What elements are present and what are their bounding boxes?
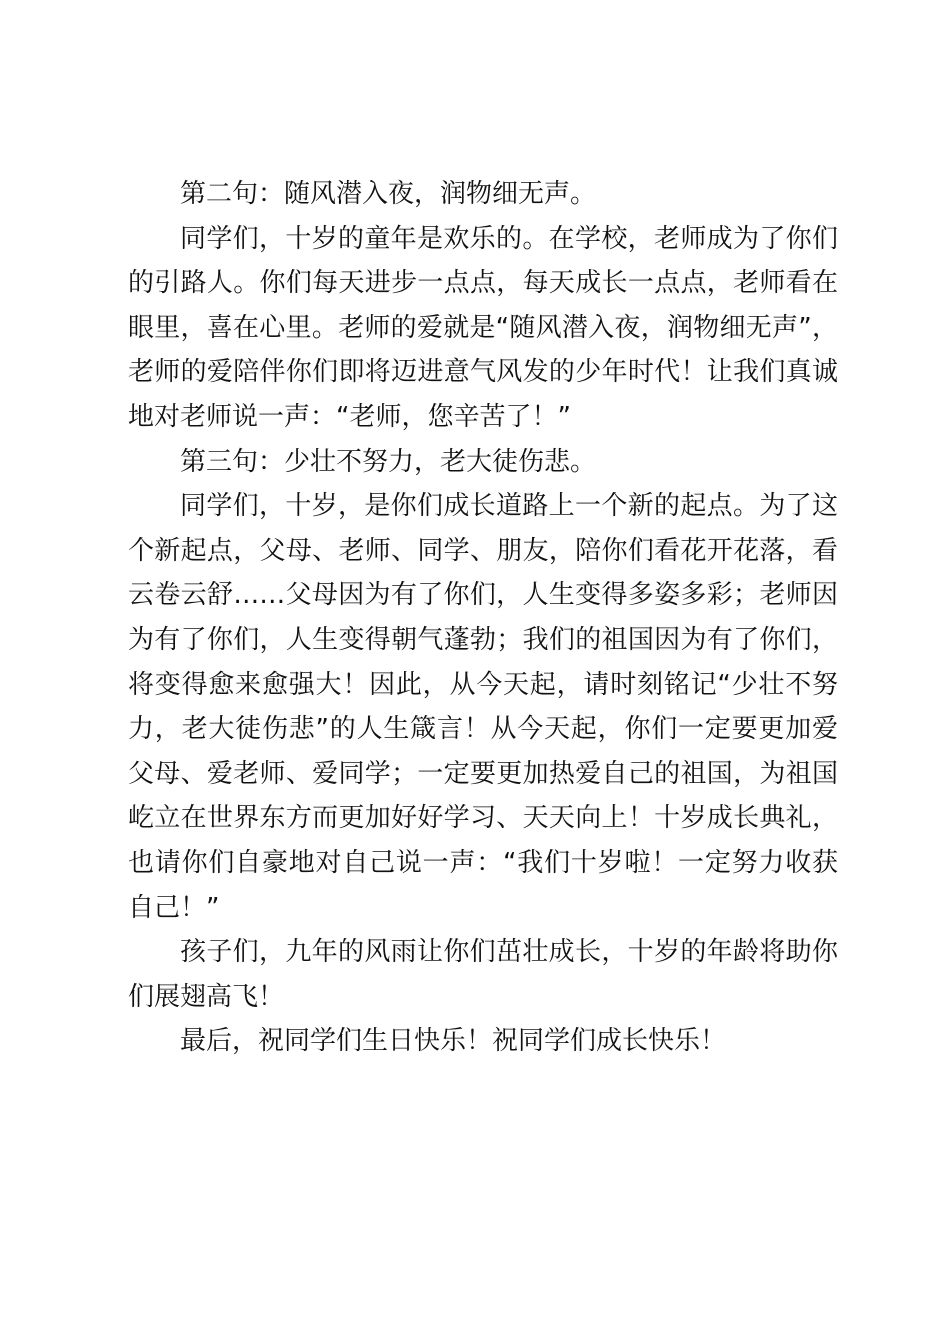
paragraph-teacher-love: 同学们，十岁的童年是欢乐的。在学校，老师成为了你们的引路人。你们每天进步一点点，每天成长一点点，老师看在眼里，喜在心里。老师的爱就是“随风潜入夜，润物细无声”，老师的爱陪伴你们即将迈进意气风发的少年时代！让我们真诚地对老师说一声：“老师，您辛苦了！” (128, 223, 838, 432)
paragraph-sentence-three-heading: 第三句：少壮不努力，老大徒伤悲。 (180, 446, 597, 477)
paragraph-sentence-two-heading: 第二句：随风潜入夜，润物细无声。 (180, 179, 597, 209)
paragraph-new-starting-point: 同学们，十岁，是你们成长道路上一个新的起点。为了这个新起点，父母、老师、同学、朋友，陪你们看花开花落，看云卷云舒……父母因为有了你们，人生变得多姿多彩；老师因为有了你们，人生变得朝气蓬勃；我们的祖国因为有了你们，将变得愈来愈强大！因此，从今天起，请时刻铭记“少壮不努力，老大徒伤悲”的人生箴言！从今天起，你们一定要更加爱父母、爱老师、爱同学；一定要更加热爱自己的祖国，为祖国屹立在世界东方而更加好好学习、天天向上！十岁成长典礼，也请你们自豪地对自己说一声：“我们十岁啦！一定努力收获自己！” (128, 491, 838, 923)
document-body (128, 172, 838, 1064)
paragraph-children-grow: 孩子们，九年的风雨让你们茁壮成长，十岁的年龄将助你们展翅高飞！ (128, 937, 838, 1012)
paragraph-closing-wishes: 最后，祝同学们生日快乐！祝同学们成长快乐！ (180, 1026, 727, 1057)
